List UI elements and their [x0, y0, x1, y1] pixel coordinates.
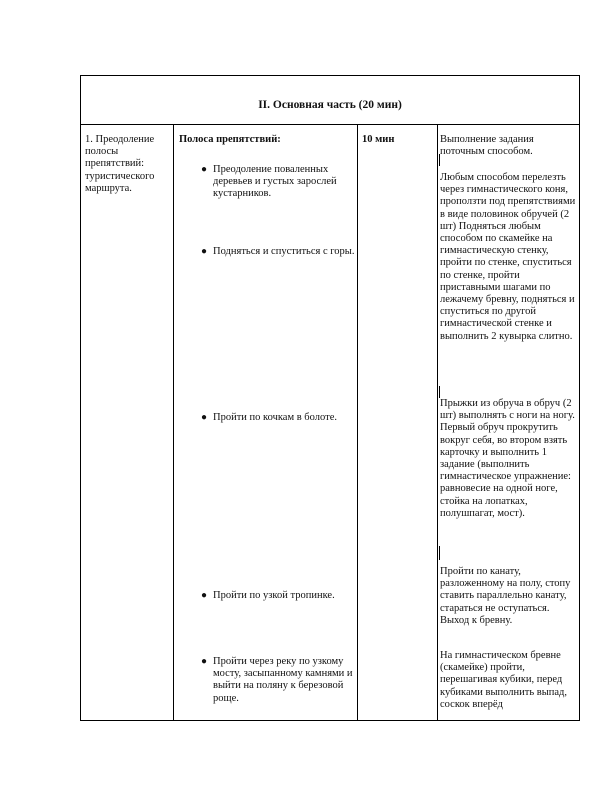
obstacle-list-item — [179, 656, 361, 705]
bullet-icon: ● — [201, 164, 208, 175]
method-note: На гимнастическом бревне (скамейке) пройти, перешагивая кубики, перед кубиками выполнить выпад, соскок вперёд — [440, 650, 567, 710]
method-note: Любым способом перелезть через гимнастического коня, проползти под препятствиями в виде половинок обручей (2 шт) Подняться любым способом по скамейке на гимнастическую стенку, пройти по стенке, спуститься по стенке, пройти приставными шагами по лежачему бревну, подняться и спуститься по другой гимнастической стенке и выполнить 2 кувырка слитно. — [440, 172, 576, 342]
bullet-icon: ● — [201, 246, 208, 257]
bullet-icon: ● — [201, 656, 208, 667]
paragraph-mark — [439, 546, 440, 560]
stage-cell: 1. Преодоление полосы препятствий: туристического маршрута. — [85, 134, 155, 194]
obstacle-list-item — [179, 412, 361, 424]
column-divider — [437, 124, 438, 720]
obstacle-list-item — [179, 164, 361, 201]
method-note: Прыжки из обруча в обруч (2 шт) выполнять с ноги на ногу. Первый обруч прокрутить вокруг себя, во втором взять карточку и выполнить 1 задание (выполнить гимнастическое упражнение: равновесие на одной ноге, стойка на лопатках, полушпагат, мост). — [440, 398, 575, 519]
obstacle-list-item — [179, 246, 361, 258]
bullet-icon: ● — [201, 590, 208, 601]
obstacle-text: Пройти по кочкам в болоте. — [213, 412, 337, 423]
duration-cell: 10 мин — [362, 134, 395, 145]
column-divider — [173, 124, 174, 720]
table-header-row — [81, 76, 579, 125]
lesson-plan-table — [80, 75, 580, 721]
obstacle-text: Преодоление поваленных деревьев и густых зарослей кустарников. — [213, 164, 337, 200]
obstacle-text: Пройти через реку по узкому мосту, засыпанному камнями и выйти на поляну к березовой роще. — [213, 656, 353, 704]
obstacle-course-title: Полоса препятствий: — [179, 134, 281, 145]
method-note: Пройти по канату, разложенному на полу, стопу ставить параллельно канату, стараться не оступаться. Выход к бревну. — [440, 566, 571, 626]
obstacle-list-item — [179, 590, 361, 602]
section-heading: II. Основная часть (20 мин) — [258, 99, 402, 111]
bullet-icon: ● — [201, 412, 208, 423]
obstacle-text: Пройти по узкой тропинке. — [213, 590, 335, 601]
paragraph-mark — [439, 386, 440, 398]
obstacle-text: Подняться и спуститься с горы. — [213, 246, 355, 257]
method-note: Выполнение задания поточным способом. — [440, 134, 534, 158]
